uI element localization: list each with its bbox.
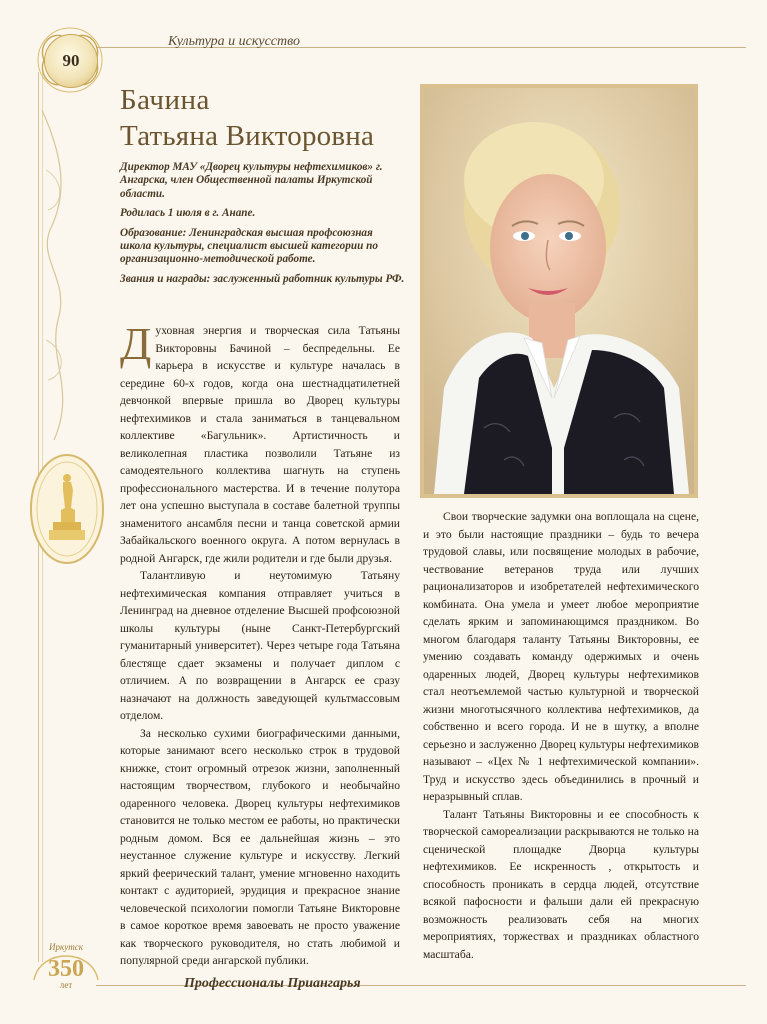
article-paragraph-5: Талант Татьяны Викторовны и ее способность к творческой самореализации раскрываются не только на сценической площадке Дворца культуры нефтехимиков. Ее искренность , открытость и способность проникать в сердца людей, отсутствие всякой пафосности и фальши дали ей прекрасную возможность реализовать себя на многих мероприятиях, торжествах и праздниках областного масштаба. (423, 807, 699, 961)
jubilee-bottom-text: лет (59, 980, 73, 990)
article-column-left (120, 318, 400, 970)
portrait-frame (420, 84, 698, 498)
person-first-names: Татьяна Викторовна (120, 120, 375, 152)
article-paragraph-4: Свои творческие задумки она воплощала на сцене, и это были настоящие праздники – будь то вечера трудовой славы, или посвящение молодых в рабочие, чествование ветеранов труда или лучших рационализаторов и изобретателей нефтехимического комбината. Она умела и умеет любое мероприятие сделать ярким и запоминающимся праздником. Во многом благодаря таланту Татьяны Викторовны, ее умению создавать команду одержимых и очень одаренных людей, Дворец культуры нефтехимиков стал неотъемлемой частью культурной и творческой жизни многотысячного коллектива нефтехимиков, да собственно и всего города. И не в шутку, а вполне серьезно и заслуженно Дворец культуры нефтехимиков называют – «Цех № 1 нефтехимической компании». Труд и искусство здесь объединились в прочный и неразрывный сплав. (423, 510, 699, 803)
section-title: Культура и искусство (168, 34, 301, 49)
page-number: 90 (44, 34, 98, 88)
footer-title: Профессионалы Приангарья (184, 976, 361, 991)
article-paragraph-2: Талантливую и неутомимую Татьяну нефтехимическая компания отправляет учиться в Ленинград на дневное отделение Высшей профсоюзной школы культуры (ныне Санкт-Петербургский гуманитарный университет). Через четыре года Татьяна блестяще сдает экзамены и получает диплом с отличием. А по возвращении в Ангарск ее сразу назначают на должность заведующей культмассовым отделом. (120, 569, 400, 722)
jubilee-number: 350 (48, 956, 84, 982)
bio-awards: Звания и награды: заслуженный работник культуры РФ. (120, 272, 405, 285)
irkutsk-350-badge (30, 928, 102, 996)
article-paragraph-3: За несколько сухими биографическими данными, которые занимают всего несколько строк в трудовой книжке, стоит огромный отрезок жизни, заполненный настоящим творчеством, глубокого и необычайно одаренного человека. Дворец культуры нефтехимиков становится не только местом ее работы, но практически родным домом. Вся ее дальнейшая жизнь – это неустанное служение культуре и искусству. Легкий яркий феерический талант, умение мгновенно находить контакт с аудиторией, эрудиция и прекрасное знание человеческой психологии помогли Татьяне Викторовне в самое короткое время завоевать не просто уважение как творческого руководителя, но стать любимой и популярной среди ангарской публики. (120, 726, 400, 967)
left-border-ornament (40, 110, 88, 470)
portrait-photo (424, 88, 694, 494)
article-paragraph-1 (120, 318, 400, 567)
article-paragraph-1-text: уховная энергия и творческая сила Татьяны Викторовны Бачиной – беспредельны. Ее карьера в искусстве и культуре началась в середине 60-х годов, когда она шестнадцатилетней девчонкой впервые пришла во Дворец культуры нефтехимиков и стала заниматься в танцевальном коллективе «Багульник». Артистичность и великолепная пластика позволили Татьяне из самодеятельного коллектива шагнуть на ступень профессионального мастерства. И в течение полутора лет она успешно выступала в составе балетной труппы знаменитого ансамбля песни и танца советской армии Забайкальского военного округа. А потом вернулась в родной Ангарск, где жили родители и где были друзья. (120, 324, 400, 565)
bio-education: Образование: Ленинградская высшая профсоюзная школа культуры, специалист высшей категории по организационно-методической работе. (120, 226, 378, 266)
bio-born: Родилась 1 июля в г. Анапе. (120, 207, 256, 220)
bio-position: Директор МАУ «Дворец культуры нефтехимиков» г. Ангарска, член Общественной палаты Иркутской области. (120, 161, 383, 200)
portrait-illustration (424, 88, 694, 494)
article-column-right (423, 508, 699, 963)
monument-medallion (27, 452, 107, 567)
jubilee-top-text: Иркутск (49, 942, 83, 952)
person-last-name: Бачина (120, 84, 210, 116)
drop-cap: Д (120, 318, 152, 369)
bio-block (120, 161, 405, 292)
